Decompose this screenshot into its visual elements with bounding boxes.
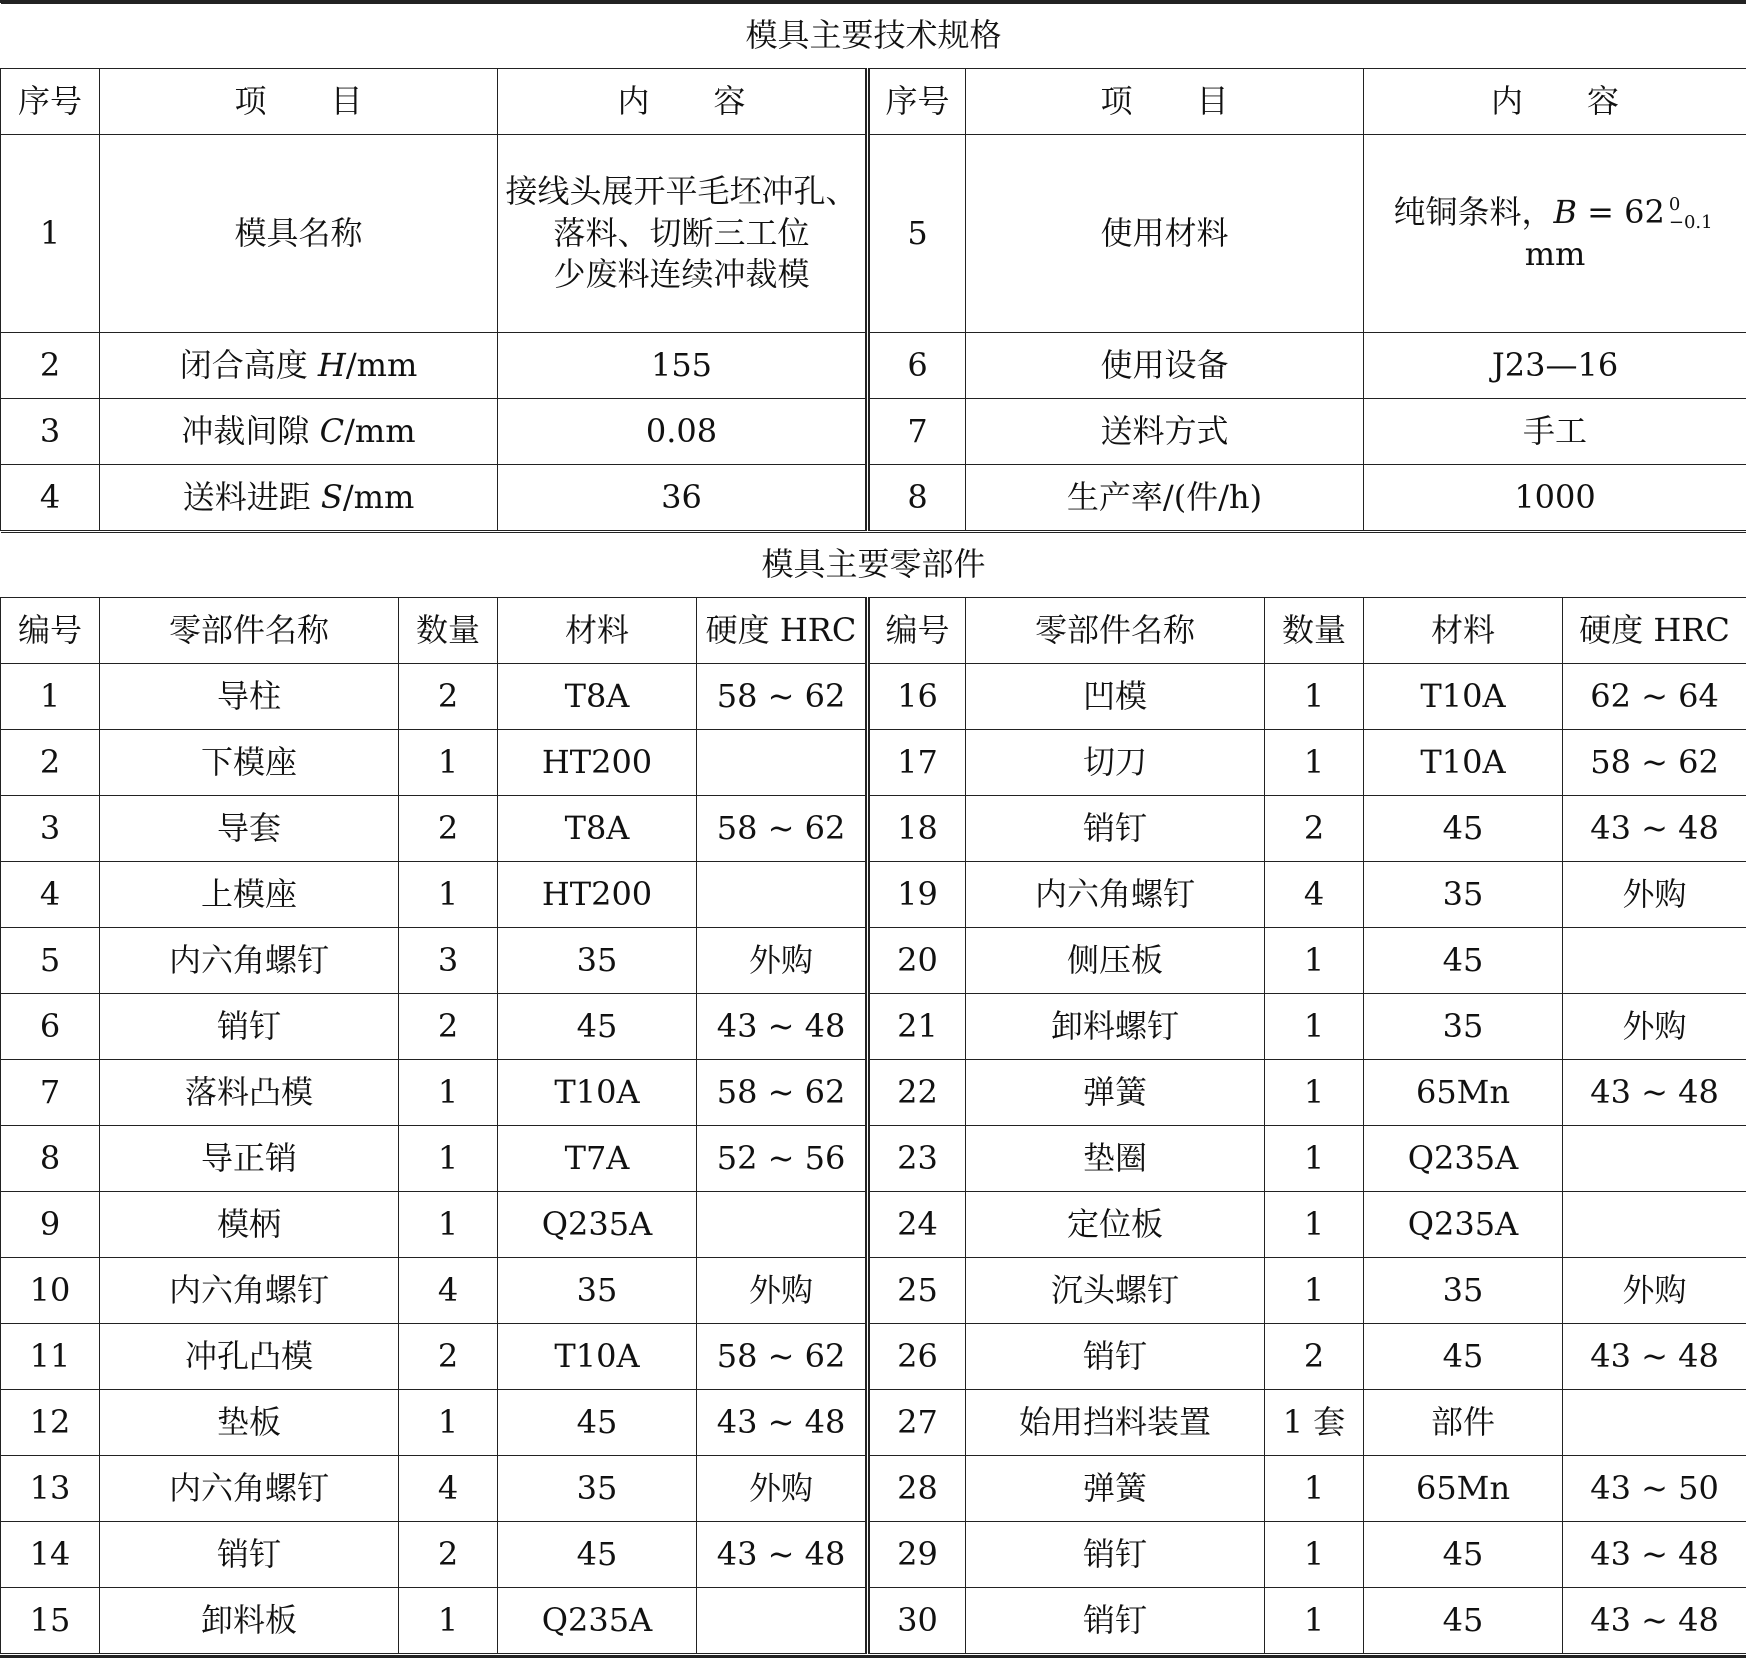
part-quantity: 1 xyxy=(399,1390,498,1456)
part-material: 65Mn xyxy=(1364,1060,1563,1126)
part-quantity: 4 xyxy=(399,1258,498,1324)
part-name: 下模座 xyxy=(100,730,399,796)
header-cell: 序号 xyxy=(868,69,966,135)
part-name: 销钉 xyxy=(966,1588,1265,1654)
part-name: 弹簧 xyxy=(966,1060,1265,1126)
part-hardness xyxy=(697,1192,868,1258)
part-number: 11 xyxy=(1,1324,100,1390)
part-hardness: 外购 xyxy=(697,1258,868,1324)
parts-body xyxy=(1,664,1746,1654)
part-name: 模柄 xyxy=(100,1192,399,1258)
part-material: T10A xyxy=(1364,730,1563,796)
parts-row xyxy=(1,1324,1746,1390)
part-hardness: 58 ~ 62 xyxy=(697,1324,868,1390)
content-line: 落料、切断三工位 xyxy=(553,213,810,252)
part-name: 销钉 xyxy=(100,994,399,1060)
part-quantity: 2 xyxy=(399,1324,498,1390)
part-quantity: 1 xyxy=(399,1126,498,1192)
part-quantity: 1 xyxy=(1265,928,1364,994)
part-material: T10A xyxy=(498,1060,697,1126)
item-text: 冲裁间隙 xyxy=(181,411,320,450)
parts-row xyxy=(1,1390,1746,1456)
part-hardness xyxy=(697,1588,868,1654)
part-number: 26 xyxy=(868,1324,966,1390)
part-hardness: 58 ~ 62 xyxy=(697,664,868,730)
part-material: 部件 xyxy=(1364,1390,1563,1456)
row-number: 2 xyxy=(1,333,100,399)
part-quantity: 1 xyxy=(399,1588,498,1654)
tolerance-upper: 0 xyxy=(1668,193,1681,215)
header-cell: 硬度 HRC xyxy=(1563,598,1746,664)
header-cell: 数量 xyxy=(399,598,498,664)
header-cell: 编号 xyxy=(1,598,100,664)
header-cell: 零部件名称 xyxy=(966,598,1265,664)
part-material: 45 xyxy=(1364,1522,1563,1588)
spec-item: 模具名称 xyxy=(100,135,498,333)
part-hardness: 62 ~ 64 xyxy=(1563,664,1746,730)
part-number: 25 xyxy=(868,1258,966,1324)
part-quantity: 2 xyxy=(1265,1324,1364,1390)
part-quantity: 2 xyxy=(399,994,498,1060)
part-name: 定位板 xyxy=(966,1192,1265,1258)
parts-row xyxy=(1,1192,1746,1258)
part-material: Q235A xyxy=(498,1192,697,1258)
part-quantity: 1 xyxy=(1265,1192,1364,1258)
part-number: 10 xyxy=(1,1258,100,1324)
tolerance-lower: −0.1 xyxy=(1668,212,1713,234)
parts-row xyxy=(1,1126,1746,1192)
part-name: 销钉 xyxy=(966,796,1265,862)
spec-item: 使用材料 xyxy=(966,135,1364,333)
spec-title: 模具主要技术规格 xyxy=(1,4,1746,69)
part-hardness: 58 ~ 62 xyxy=(697,1060,868,1126)
header-cell: 项 目 xyxy=(100,69,498,135)
part-number: 1 xyxy=(1,664,100,730)
part-name: 沉头螺钉 xyxy=(966,1258,1265,1324)
spec-item: 送料方式 xyxy=(966,399,1364,465)
part-number: 27 xyxy=(868,1390,966,1456)
header-cell: 硬度 HRC xyxy=(697,598,868,664)
part-name: 切刀 xyxy=(966,730,1265,796)
part-number: 28 xyxy=(868,1456,966,1522)
part-hardness: 外购 xyxy=(1563,1258,1746,1324)
part-quantity: 1 xyxy=(1265,994,1364,1060)
item-variable: H xyxy=(317,345,346,384)
part-name: 内六角螺钉 xyxy=(100,1456,399,1522)
spec-table xyxy=(0,3,1746,531)
part-quantity: 1 套 xyxy=(1265,1390,1364,1456)
spec-header-row xyxy=(1,69,1746,135)
parts-row xyxy=(1,1060,1746,1126)
row-number: 5 xyxy=(868,135,966,333)
spec-content: 手工 xyxy=(1364,399,1746,465)
spec-content: J23—16 xyxy=(1364,333,1746,399)
row-number: 1 xyxy=(1,135,100,333)
part-material: 45 xyxy=(498,994,697,1060)
content-line: 少废料连续冲裁模 xyxy=(553,255,810,294)
spec-item xyxy=(100,465,498,531)
spec-row xyxy=(1,465,1746,531)
width-variable: B xyxy=(1553,192,1577,231)
tolerance xyxy=(1668,193,1713,234)
part-number: 4 xyxy=(1,862,100,928)
part-number: 9 xyxy=(1,1192,100,1258)
spec-title-row xyxy=(1,4,1746,69)
part-number: 21 xyxy=(868,994,966,1060)
part-hardness: 外购 xyxy=(1563,862,1746,928)
part-material: Q235A xyxy=(498,1588,697,1654)
part-material: 45 xyxy=(1364,928,1563,994)
width-value: = 62 xyxy=(1577,192,1665,231)
row-number: 3 xyxy=(1,399,100,465)
part-hardness: 43 ~ 48 xyxy=(1563,1060,1746,1126)
part-name: 销钉 xyxy=(966,1522,1265,1588)
parts-header-row xyxy=(1,598,1746,664)
part-material: 35 xyxy=(1364,994,1563,1060)
item-variable: C xyxy=(319,411,345,450)
part-quantity: 1 xyxy=(1265,1060,1364,1126)
part-hardness xyxy=(697,730,868,796)
part-material: Q235A xyxy=(1364,1192,1563,1258)
row-number: 7 xyxy=(868,399,966,465)
parts-row xyxy=(1,862,1746,928)
part-material: Q235A xyxy=(1364,1126,1563,1192)
spec-content: 1000 xyxy=(1364,465,1746,531)
part-name: 垫圈 xyxy=(966,1126,1265,1192)
header-cell: 材料 xyxy=(1364,598,1563,664)
parts-title-row xyxy=(1,533,1746,598)
width-unit: mm xyxy=(1524,234,1586,273)
part-quantity: 3 xyxy=(399,928,498,994)
part-quantity: 1 xyxy=(399,1060,498,1126)
part-material: 65Mn xyxy=(1364,1456,1563,1522)
parts-row xyxy=(1,1588,1746,1654)
part-hardness: 58 ~ 62 xyxy=(1563,730,1746,796)
item-unit: /mm xyxy=(344,411,416,450)
spec-item: 生产率/(件/h) xyxy=(966,465,1364,531)
header-cell: 内 容 xyxy=(1364,69,1746,135)
spec-item: 使用设备 xyxy=(966,333,1364,399)
parts-row xyxy=(1,1258,1746,1324)
part-number: 2 xyxy=(1,730,100,796)
spec-content: 36 xyxy=(498,465,868,531)
parts-row xyxy=(1,796,1746,862)
part-material: 45 xyxy=(1364,1588,1563,1654)
part-number: 30 xyxy=(868,1588,966,1654)
part-hardness xyxy=(1563,928,1746,994)
part-hardness xyxy=(1563,1390,1746,1456)
part-name: 导正销 xyxy=(100,1126,399,1192)
part-number: 12 xyxy=(1,1390,100,1456)
part-material: 45 xyxy=(498,1522,697,1588)
parts-title: 模具主要零部件 xyxy=(1,533,1746,598)
part-name: 垫板 xyxy=(100,1390,399,1456)
part-number: 14 xyxy=(1,1522,100,1588)
part-material: 45 xyxy=(498,1390,697,1456)
part-hardness: 43 ~ 48 xyxy=(697,994,868,1060)
part-name: 卸料板 xyxy=(100,1588,399,1654)
part-name: 凹模 xyxy=(966,664,1265,730)
part-name: 导柱 xyxy=(100,664,399,730)
part-quantity: 4 xyxy=(399,1456,498,1522)
part-name: 内六角螺钉 xyxy=(100,1258,399,1324)
part-quantity: 1 xyxy=(1265,664,1364,730)
parts-row xyxy=(1,994,1746,1060)
bottom-rule xyxy=(0,1655,1746,1658)
content-line: 接线头展开平毛坯冲孔、 xyxy=(505,172,858,211)
part-material: 45 xyxy=(1364,1324,1563,1390)
part-number: 13 xyxy=(1,1456,100,1522)
part-hardness: 58 ~ 62 xyxy=(697,796,868,862)
parts-table xyxy=(0,532,1746,1654)
part-hardness: 43 ~ 48 xyxy=(697,1390,868,1456)
part-name: 始用挡料装置 xyxy=(966,1390,1265,1456)
part-hardness: 外购 xyxy=(1563,994,1746,1060)
spec-item xyxy=(100,333,498,399)
part-quantity: 1 xyxy=(399,862,498,928)
header-cell: 项 目 xyxy=(966,69,1364,135)
part-name: 冲孔凸模 xyxy=(100,1324,399,1390)
part-number: 15 xyxy=(1,1588,100,1654)
part-quantity: 2 xyxy=(399,796,498,862)
part-hardness: 外购 xyxy=(697,1456,868,1522)
part-material: 35 xyxy=(498,1456,697,1522)
part-number: 8 xyxy=(1,1126,100,1192)
part-quantity: 1 xyxy=(399,730,498,796)
spec-row xyxy=(1,399,1746,465)
part-quantity: 1 xyxy=(1265,1456,1364,1522)
part-hardness: 52 ~ 56 xyxy=(697,1126,868,1192)
header-cell: 编号 xyxy=(868,598,966,664)
part-hardness: 43 ~ 48 xyxy=(1563,796,1746,862)
part-quantity: 1 xyxy=(1265,730,1364,796)
part-number: 17 xyxy=(868,730,966,796)
part-number: 23 xyxy=(868,1126,966,1192)
part-hardness: 外购 xyxy=(697,928,868,994)
part-material: 35 xyxy=(498,928,697,994)
part-material: T10A xyxy=(1364,664,1563,730)
part-number: 5 xyxy=(1,928,100,994)
part-material: 45 xyxy=(1364,796,1563,862)
spec-item xyxy=(100,399,498,465)
part-material: HT200 xyxy=(498,730,697,796)
part-number: 29 xyxy=(868,1522,966,1588)
parts-row xyxy=(1,1522,1746,1588)
part-hardness: 43 ~ 48 xyxy=(697,1522,868,1588)
part-name: 弹簧 xyxy=(966,1456,1265,1522)
parts-row xyxy=(1,928,1746,994)
row-number: 8 xyxy=(868,465,966,531)
part-quantity: 2 xyxy=(399,664,498,730)
part-hardness: 43 ~ 48 xyxy=(1563,1522,1746,1588)
part-hardness xyxy=(1563,1126,1746,1192)
spec-content xyxy=(498,135,868,333)
part-number: 20 xyxy=(868,928,966,994)
part-number: 22 xyxy=(868,1060,966,1126)
part-number: 19 xyxy=(868,862,966,928)
parts-row xyxy=(1,1456,1746,1522)
part-name: 落料凸模 xyxy=(100,1060,399,1126)
parts-row xyxy=(1,664,1746,730)
part-quantity: 1 xyxy=(1265,1588,1364,1654)
part-name: 销钉 xyxy=(966,1324,1265,1390)
row-number: 4 xyxy=(1,465,100,531)
material-prefix: 纯铜条料， xyxy=(1393,192,1554,231)
part-number: 16 xyxy=(868,664,966,730)
part-hardness xyxy=(1563,1192,1746,1258)
part-material: HT200 xyxy=(498,862,697,928)
part-hardness xyxy=(697,862,868,928)
part-name: 卸料螺钉 xyxy=(966,994,1265,1060)
part-number: 18 xyxy=(868,796,966,862)
spec-row xyxy=(1,333,1746,399)
part-hardness: 43 ~ 48 xyxy=(1563,1588,1746,1654)
header-cell: 数量 xyxy=(1265,598,1364,664)
part-material: 35 xyxy=(1364,862,1563,928)
part-name: 导套 xyxy=(100,796,399,862)
header-cell: 内 容 xyxy=(498,69,868,135)
part-name: 销钉 xyxy=(100,1522,399,1588)
header-cell: 零部件名称 xyxy=(100,598,399,664)
item-unit: /mm xyxy=(342,477,415,516)
part-hardness: 43 ~ 48 xyxy=(1563,1324,1746,1390)
part-material: T8A xyxy=(498,664,697,730)
header-cell: 序号 xyxy=(1,69,100,135)
parts-row xyxy=(1,730,1746,796)
part-hardness: 43 ~ 50 xyxy=(1563,1456,1746,1522)
part-material: 35 xyxy=(1364,1258,1563,1324)
spec-row xyxy=(1,135,1746,333)
part-number: 6 xyxy=(1,994,100,1060)
part-number: 3 xyxy=(1,796,100,862)
header-cell: 材料 xyxy=(498,598,697,664)
part-name: 内六角螺钉 xyxy=(100,928,399,994)
part-material: 35 xyxy=(498,1258,697,1324)
part-material: T8A xyxy=(498,796,697,862)
part-number: 24 xyxy=(868,1192,966,1258)
spec-content: 0.08 xyxy=(498,399,868,465)
part-name: 上模座 xyxy=(100,862,399,928)
row-number: 6 xyxy=(868,333,966,399)
part-material: T7A xyxy=(498,1126,697,1192)
part-name: 侧压板 xyxy=(966,928,1265,994)
part-quantity: 1 xyxy=(1265,1126,1364,1192)
spec-content xyxy=(1364,135,1746,333)
item-text: 闭合高度 xyxy=(179,345,318,384)
part-quantity: 2 xyxy=(1265,796,1364,862)
part-quantity: 1 xyxy=(1265,1522,1364,1588)
item-variable: S xyxy=(320,477,343,516)
part-quantity: 1 xyxy=(1265,1258,1364,1324)
item-text: 送料进距 xyxy=(182,477,321,516)
item-unit: /mm xyxy=(345,345,418,384)
part-material: T10A xyxy=(498,1324,697,1390)
spec-content: 155 xyxy=(498,333,868,399)
part-number: 7 xyxy=(1,1060,100,1126)
part-name: 内六角螺钉 xyxy=(966,862,1265,928)
part-quantity: 2 xyxy=(399,1522,498,1588)
part-quantity: 4 xyxy=(1265,862,1364,928)
part-quantity: 1 xyxy=(399,1192,498,1258)
